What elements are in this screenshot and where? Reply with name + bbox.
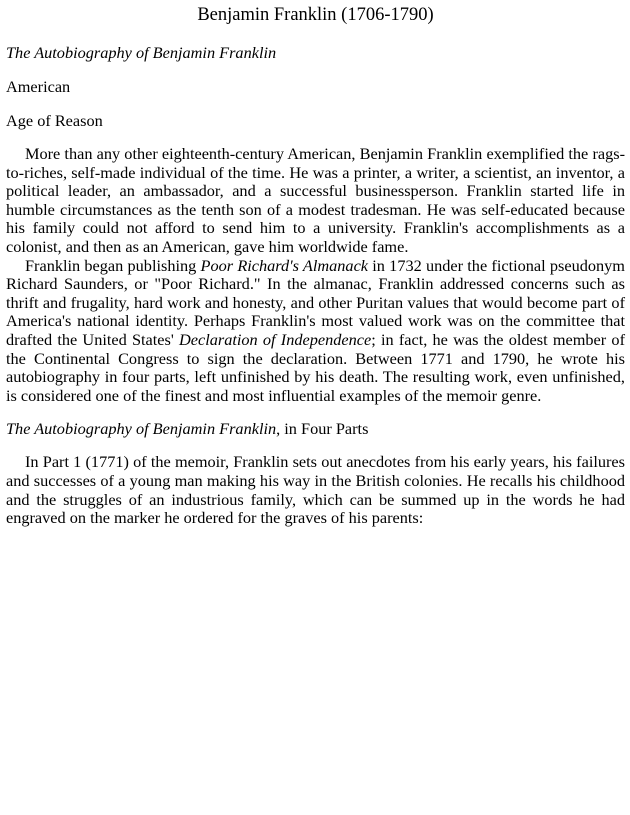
declaration-title: Declaration of Independence xyxy=(179,329,372,349)
section-heading xyxy=(6,419,625,438)
almanack-paragraph-text-3: ; in fact, he was the oldest member of the Continental Congress to sign the declaration. Between 1771 and 1790, he wrote his autobiography in four parts, left unfinished by his death. The resulting work, even unfinished, is considered one of the finest and most influential examples of the memoir genre. xyxy=(6,329,625,405)
work-title: The Autobiography of Benjamin Franklin xyxy=(6,43,277,62)
almanack-title: Poor Richard's Almanack xyxy=(200,255,369,275)
page-content xyxy=(6,4,625,528)
nationality-label: American xyxy=(6,77,71,96)
section-heading-italic: The Autobiography of Benjamin Franklin xyxy=(6,419,277,439)
page-title: Benjamin Franklin (1706-1790) xyxy=(197,5,434,25)
almanack-paragraph-text-2: in 1732 under the fictional pseudonym Richard Saunders, or "Poor Richard." In the almanac, Franklin addressed concerns such as thrift and frugality, hard work and honesty, and other Puritan values that would become part of America's national identity. Perhaps Franklin's most valued work was on the committee that drafted the United States' xyxy=(6,255,625,349)
part-one-paragraph: In Part 1 (1771) of the memoir, Franklin sets out anecdotes from his early years, his failures and successes of a young man making his way in the British colonies. He recalls his childhood and the struggles of an industrious family, which can be summed up in the words he had engraved on the marker he ordered for the graves of his parents: xyxy=(6,452,625,528)
almanack-paragraph xyxy=(6,257,625,406)
era-label: Age of Reason xyxy=(6,111,103,130)
intro-paragraph: More than any other eighteenth-century American, Benjamin Franklin exemplified the rags-to-riches, self-made individual of the time. He was a printer, a writer, a scientist, an inventor, a political leader, an ambassador, and a successful businessperson. Franklin started life in humble circumstances as the tenth son of a modest tradesman. He was self-educated because his family could not afford to send him to a university. Franklin's accomplishments as a colonist, and then as an American, gave him worldwide fame. xyxy=(6,144,625,256)
section-heading-rest: , in Four Parts xyxy=(276,419,369,439)
almanack-paragraph-text-1: Franklin began publishing xyxy=(25,255,201,275)
